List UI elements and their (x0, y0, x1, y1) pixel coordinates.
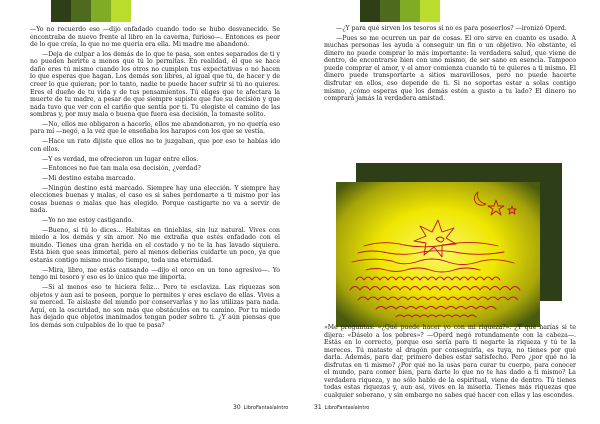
paragraph: —¿Y para qué sirven los tesoros si no es para poseerlos? —ironizó Operd. (336, 25, 567, 32)
color-swatch-strip (360, 0, 440, 22)
page-number: 31 (314, 404, 322, 411)
right-text-column-bottom (324, 324, 576, 402)
glow-background (336, 182, 540, 327)
color-swatch (71, 0, 91, 22)
paragraph: —Mira, libro, me estás cansando —dijo el orco en un tono agresivo—. Yo tengo mi tesoro y eso es lo único que me importa. (30, 266, 280, 282)
paragraph: —Hace un rato dijiste que ellos no te juzgaban, que por eso te habías ido con ellos. (30, 138, 280, 153)
page-footer (233, 404, 288, 411)
color-swatch (91, 0, 111, 22)
color-swatch (111, 0, 131, 22)
running-footer: LibroFantasíaIntro (243, 405, 289, 411)
right-page (300, 0, 600, 424)
paragraph: —Y es verdad, me ofrecieron un lugar entre ellos. (42, 155, 199, 163)
color-swatch (360, 0, 380, 22)
color-swatch (51, 0, 71, 22)
color-swatch (420, 0, 440, 22)
paragraph: —Ningún destino está marcado. Siempre hay una elección. Y siempre hay elecciones buenas y malas, el caso es si sabes perdonarte a ti mismo por las cosas buenas o malas que has elegido. Porque castigarte no va a servir de nada. (30, 184, 280, 215)
illustration (336, 163, 562, 327)
right-text-column-top (324, 25, 576, 105)
paragraph: —Entonces no fue tan mala esa decisión, ¿verdad? (42, 165, 201, 173)
page-footer (314, 404, 369, 411)
color-swatch (400, 0, 420, 22)
paragraph: —No, ellos me obligaron a hacerlo, ellos me abandonaron, yo no quería eso para mí —negó, a la vez que le enseñaba los harapos con los que se vestía. (30, 120, 280, 136)
color-swatch-strip (51, 0, 131, 22)
paragraph: —Pues se me ocurren un par de cosas. El oro sirve en cuanto es usado. A muchas personas les ayuda a conseguir un fin o un objetivo. No obstante, el dinero no puede comprar lo más importante: la verdadera salud, que viene de dentro, de encontrarse bien con uno mismo, de ser sano en esencia. Tampoco puede comprar el amor, y el amor comienza cuando tú te quieres a ti mismo. El dinero puede transportarte a sitios maravillosos, pero no puede hacerte disfrutar en ellos, eso depende de ti. Si no soportas estar a solas contigo mismo, ¿cómo esperas que los demás estén a gusto a tu lado? El dinero no comprará jamás la verdadera amistad. (324, 34, 576, 103)
paragraph: —Bueno, si tú lo dices… Habitas en tinieblas, sin luz natural. Vives con miedo a los demás y sin amor. No me extraña que estés enfadado con el mundo. Tienes una gran herida en el costado y no te la has lavado siquiera. Está bien que seas inmortal, pero al menos deberías cuidarte un poco, ya que estarás contigo mismo mucho tiempo, toda una eternidad. (30, 226, 280, 264)
page-number: 30 (233, 404, 241, 411)
paragraph: —Yo no recuerdo eso —dijo enfadado cuando todo se hubo desvanecido. Se encontraba de nuevo frente al libro en la caverna, furioso—. Entonces es peor de lo que creía, la que no me quería era ella. Mi madre me abandonó. (30, 26, 280, 49)
color-swatch (380, 0, 400, 22)
sunset-drawing (336, 182, 540, 327)
running-footer: LibroFantasíaIntro (324, 405, 370, 411)
paragraph: —Deja de culpar a los demás de lo que te pasa, son entes separados de ti y no pueden herirte a menos que tú lo permitas. En realidad, el que se hace daño eres tú mismo cuando los otros no cumplen tus expectativas o no hacen lo que esperas que hagan. Los demás son libres, al igual que tú, de hacer y de creer lo que quieran; por lo tanto, nadie te puede hacer sufrir si tú no quieres. Eres el dueño de tu vida y de tus pensamientos. Tú eliges que te afectara la muerte de tu madre, a pesar de que siempre supiste que fue su decisión y que nada tuvo que ver con el cariño que sentía por ti. Tú elegiste el camino de las sombras y, por muy mala o buena que fuera esa decisión, la tomaste solito. (30, 50, 280, 119)
paragraph: —Yo no me estoy castigando. (42, 217, 134, 225)
left-text-column (30, 26, 280, 331)
paragraph: »Me preguntas: «¿Qué puede hacer yo con mi riqueza?». ¿Y qué harías si te dijera: «Dáselo a los pobres»? —Operd negó rotundamente con la cabeza—. Estás en lo correcto, porque eso sería para ti negarte la riqueza y tú te la mereces. Tú mataste al dragón por conseguirla, es tuya, no tienes por qué darla. Además, para dar, primero debes estar satisfecho. Pero ¿por qué no la disfrutas en ti mismo? ¿Por qué no la usas para curar tu cuerpo, para conocer el mundo, para comer bien, para darte lo que no te has dado a ti mismo? La verdadera riqueza, y no sólo hablo de la espiritual, viene de dentro. Tú tienes todas estas riquezas y, aun así, vives en la miseria. Tienes más riquezas que cualquier soberano, y sin embargo no sabes qué hacer con ellas y las escondes. (324, 324, 576, 399)
paragraph: —Si al menos eso te hiciera feliz… Pero te esclaviza. Las riquezas son objetos y aun así te poseen, porque lo permites y eres esclavo de ellas. Vives a su merced. Te aíslaste del mundo por conservarlas y no las utilizas para nada. Aquí, en la oscuridad, no son más que obstáculos en tu camino. Por tu miedo has dejado que objetos inanimados tengan poder sobre ti. ¿Y aún piensas que los demás son culpables de lo que te pasa? (30, 284, 280, 329)
paragraph: —Mi destino estaba marcado. (42, 174, 136, 182)
